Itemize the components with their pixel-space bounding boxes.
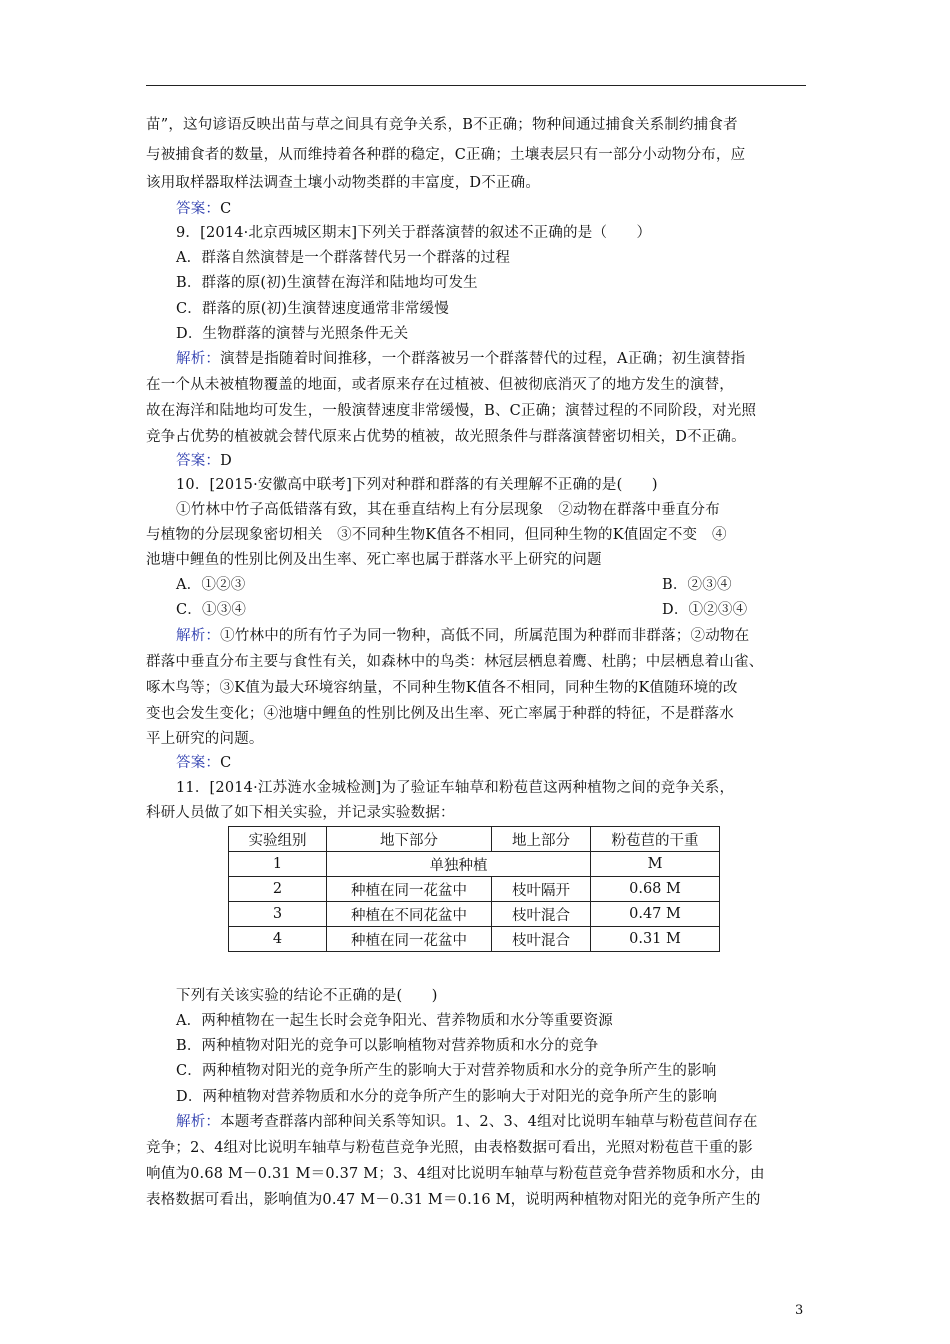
experiment-table: [228, 826, 720, 952]
answer-line: [176, 197, 816, 221]
answer-label: 答案：: [176, 755, 221, 771]
table-row: [229, 927, 720, 952]
q9-analysis-line: 竞争占优势的植被就会替代原来占优势的植被，故光照条件与群落演替密切相关，D不正确。: [146, 429, 746, 445]
answer-line: [176, 751, 816, 775]
table-header-row: [229, 827, 720, 852]
q11-option-b: B．两种植物对阳光的竞争可以影响植物对营养物质和水分的竞争: [176, 1038, 599, 1054]
table-cell: 种植在同一花盆中: [327, 927, 492, 952]
q9-option-c: C．群落的原(初)生演替速度通常非常缓慢: [176, 301, 449, 317]
q10-option-b: B．②③④: [662, 577, 732, 593]
q10-analysis-line: 解析：①竹林中的所有竹子为同一物种，高低不同，所属范围为种群而非群落；②动物在: [176, 628, 750, 644]
q10-analysis-line: 啄木鸟等；③K值为最大环境容纳量，不同种生物K值各不相同，同种生物的K值随环境的改: [146, 680, 738, 696]
answer-value: C: [220, 755, 232, 771]
text-line: 苗”，这句谚语反映出苗与草之间具有竞争关系，B不正确；物种间通过捕食关系制约捕食者: [146, 117, 738, 133]
table-cell: 枝叶混合: [492, 902, 591, 927]
q10-options-row: [176, 573, 816, 597]
q10-analysis-line: 变也会发生变化；④池塘中鲤鱼的性别比例及出生率、死亡率属于种群的特征，不是群落水: [146, 706, 734, 722]
question-10-stem: 10．[2015·安徽高中联考]下列对种群和群落的有关理解不正确的是( ): [176, 477, 658, 493]
table-cell: 种植在不同花盆中: [327, 902, 492, 927]
q11-analysis-line: 竞争；2、4组对比说明车轴草与粉苞苣竞争光照，由表格数据可看出，光照对粉苞苣干重的影: [146, 1140, 753, 1156]
answer-label: 答案：: [176, 201, 221, 217]
q10-option-a: A．①②③: [176, 577, 246, 593]
table-header: 地下部分: [327, 827, 492, 852]
q10-options-row: [176, 598, 816, 622]
table-row: [229, 877, 720, 902]
table-cell: 1: [229, 852, 327, 877]
q9-option-a: A．群落自然演替是一个群落替代另一个群落的过程: [176, 250, 511, 266]
q10-option-d: D．①②③④: [662, 602, 748, 618]
table-cell: 0.68 M: [591, 877, 720, 902]
q11-question: 下列有关该实验的结论不正确的是( ): [176, 988, 438, 1004]
table-cell: 2: [229, 877, 327, 902]
q9-option-d: D．生物群落的演替与光照条件无关: [176, 326, 409, 342]
answer-value: D: [220, 453, 232, 469]
q9-option-b: B．群落的原(初)生演替在海洋和陆地均可发生: [176, 275, 478, 291]
table-cell: 0.31 M: [591, 927, 720, 952]
header-rule: [146, 85, 806, 86]
q10-analysis-line: 群落中垂直分布主要与食性有关，如森林中的鸟类：林冠层栖息着鹰、杜鹃；中层栖息着山雀、: [146, 654, 764, 670]
table-cell: 3: [229, 902, 327, 927]
answer-value: C: [220, 201, 232, 217]
table-cell: 枝叶隔开: [492, 877, 591, 902]
question-11-stem: 11．[2014·江苏涟水金城检测]为了验证车轴草和粉苞苣这两种植物之间的竞争关系，: [176, 780, 735, 796]
table-row: [229, 902, 720, 927]
q10-analysis-line: 平上研究的问题。: [146, 731, 264, 747]
q9-analysis-line: 故在海洋和陆地均可发生，一般演替速度非常缓慢，B、C正确；演替过程的不同阶段，对光照: [146, 403, 757, 419]
answer-label: 答案：: [176, 453, 221, 469]
text-line: 该用取样器取样法调查土壤小动物类群的丰富度，D不正确。: [146, 175, 541, 191]
analysis-label: 解析：: [176, 1114, 221, 1130]
table-header: 实验组别: [229, 827, 327, 852]
q11-option-c: C．两种植物对阳光的竞争所产生的影响大于对营养物质和水分的竞争所产生的影响: [176, 1063, 717, 1079]
table-header: 粉苞苣的干重: [591, 827, 720, 852]
q9-analysis-line: 在一个从未被植物覆盖的地面，或者原来存在过植被、但被彻底消灭了的地方发生的演替，: [146, 377, 734, 393]
question-9-stem: 9．[2014·北京西城区期末]下列关于群落演替的叙述不正确的是（ ）: [176, 225, 652, 241]
q11-option-d: D．两种植物对营养物质和水分的竞争所产生的影响大于对阳光的竞争所产生的影响: [176, 1089, 718, 1105]
q11-analysis-line: 解析：本题考查群落内部种间关系等知识。1、2、3、4组对比说明车轴草与粉苞苣间存在: [176, 1114, 758, 1130]
table-cell: 种植在同一花盆中: [327, 877, 492, 902]
table-row: [229, 852, 720, 877]
analysis-label: 解析：: [176, 628, 221, 644]
answer-line: [176, 449, 816, 473]
analysis-label: 解析：: [176, 351, 221, 367]
page-number: 3: [795, 1303, 804, 1318]
q11-analysis-line: 表格数据可看出，影响值为0.47 M－0.31 M＝0.16 M，说明两种植物对阳光的竞争所产生的: [146, 1192, 761, 1208]
table-cell: 枝叶混合: [492, 927, 591, 952]
text-line: 与被捕食者的数量，从而维持着各种群的稳定，C正确；土壤表层只有一部分小动物分布，应: [146, 147, 746, 163]
table-cell: 单独种植: [327, 852, 591, 877]
q10-body-line: ①竹林中竹子高低错落有致，其在垂直结构上有分层现象 ②动物在群落中垂直分布: [176, 502, 720, 518]
q10-body-line: 与植物的分层现象密切相关 ③不同种生物K值各不相同，但同种生物的K值固定不变 ④: [146, 527, 727, 543]
table-cell: 4: [229, 927, 327, 952]
q10-body-line: 池塘中鲤鱼的性别比例及出生率、死亡率也属于群落水平上研究的问题: [146, 552, 602, 568]
q9-analysis-line: 解析：演替是指随着时间推移，一个群落被另一个群落替代的过程，A正确；初生演替指: [176, 351, 746, 367]
table-cell: 0.47 M: [591, 902, 720, 927]
table-header: 地上部分: [492, 827, 591, 852]
question-11-stem: 科研人员做了如下相关实验，并记录实验数据：: [146, 805, 455, 821]
q10-option-c: C．①③④: [176, 602, 247, 618]
q11-option-a: A．两种植物在一起生长时会竞争阳光、营养物质和水分等重要资源: [176, 1013, 613, 1029]
q11-analysis-line: 响值为0.68 M－0.31 M＝0.37 M；3、4组对比说明车轴草与粉苞苣竞争营养物质和水分，由: [146, 1166, 765, 1182]
table-cell: M: [591, 852, 720, 877]
